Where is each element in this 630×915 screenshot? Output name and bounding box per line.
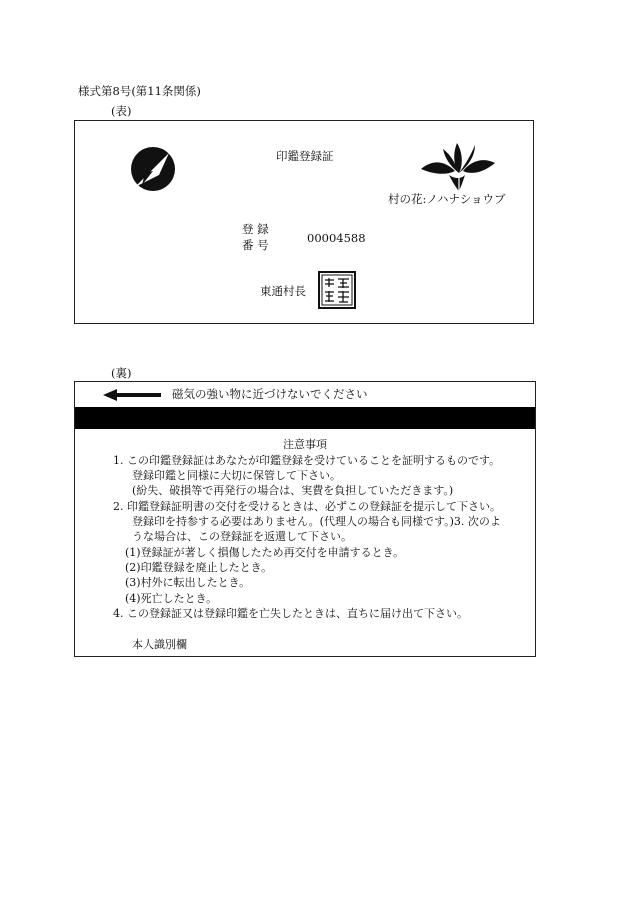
- note-line: うな場合は、この登録証を返還して下さい。: [132, 530, 352, 543]
- mayor-label: 東通村長: [260, 284, 306, 298]
- registration-card-back: [74, 381, 536, 657]
- note-line: (1)登録証が著しく損傷したため再交付を申請するとき。: [125, 546, 405, 559]
- registration-number: 00004588: [307, 231, 366, 245]
- registration-number-label-line1: 登 録: [242, 222, 269, 236]
- note-line: 登録印を持参する必要はありません。(代理人の場合も同様です。)3. 次のよ: [132, 515, 501, 528]
- identification-field-label: 本人識別欄: [132, 638, 187, 651]
- note-line: 4. この登録証又は登録印鑑を亡失したときは、直ちに届け出て下さい。: [113, 607, 468, 620]
- back-side-label: (裏): [111, 366, 132, 380]
- magnet-warning: 磁気の強い物に近づけないでください: [172, 387, 368, 401]
- left-arrow-icon: [103, 389, 163, 401]
- village-flower-caption: 村の花:ノハナショウブ: [388, 192, 506, 206]
- notes-heading: 注意事項: [283, 438, 327, 451]
- form-number: 様式第8号(第11条関係): [78, 84, 201, 98]
- note-line: (2)印鑑登録を廃止したとき。: [125, 561, 273, 574]
- mayor-seal-icon: [318, 271, 356, 309]
- card-title: 印鑑登録証: [276, 149, 334, 163]
- note-line: (4)死亡したとき。: [125, 592, 218, 605]
- front-side-label: (表): [111, 104, 132, 118]
- registration-number-label-line2: 番 号: [242, 238, 269, 252]
- iris-flower-icon: [419, 141, 497, 193]
- note-line: (3)村外に転出したとき。: [125, 576, 251, 589]
- village-emblem-icon: [129, 145, 177, 193]
- registration-card-front: [74, 120, 534, 324]
- note-line: 1. この印鑑登録証はあなたが印鑑登録を受けていることを証明するものです。: [113, 454, 501, 467]
- note-line: (紛失、破損等で再発行の場合は、実費を負担していただきます。): [132, 484, 454, 497]
- note-line: 2. 印鑑登録証明書の交付を受けるときは、必ずこの登録証を提示して下さい。: [113, 500, 501, 513]
- magnetic-stripe: [75, 407, 535, 429]
- note-line: 登録印鑑と同様に大切に保管して下さい。: [132, 469, 341, 482]
